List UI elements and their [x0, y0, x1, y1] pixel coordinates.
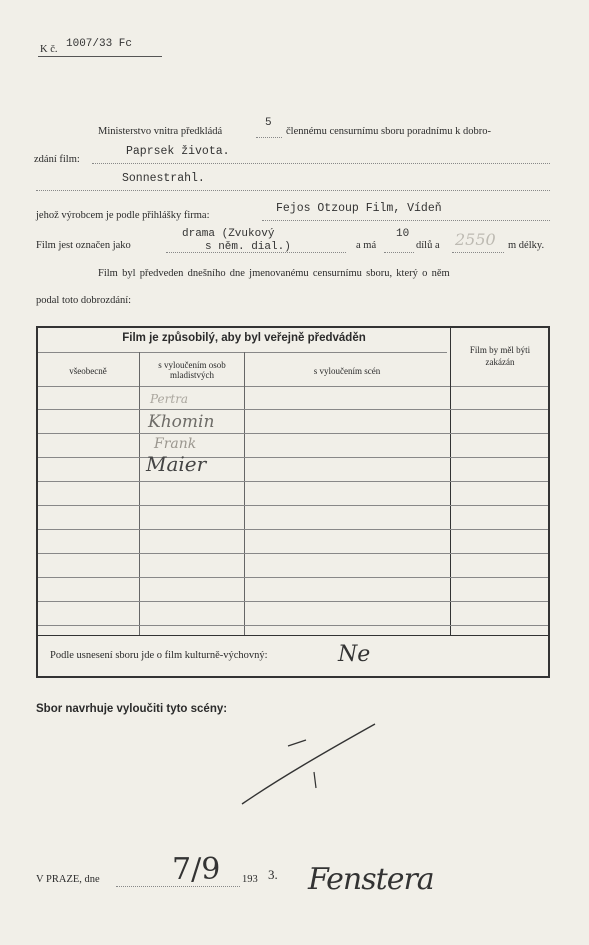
date: 7/9 [172, 852, 221, 887]
para-line2: podal toto dobrozdání: [36, 295, 132, 306]
ref-label: K č. [40, 44, 58, 55]
member-signature: Frank [154, 436, 197, 452]
genre-line2: s něm. dial.) [205, 241, 291, 253]
length-label: m délky. [508, 240, 545, 251]
col-header-youth-line2: mladistvých [170, 370, 214, 380]
cultural-label: Podle usnesení sboru jde o film kulturně-výchovný: [50, 650, 268, 661]
table-main-header: Film je způsobilý, aby byl veřejně předváděn [122, 332, 366, 344]
scenes-label: Sbor navrhuje vyloučiti tyto scény: [36, 703, 228, 715]
producer-label: jehož výrobcem je podle přihlášky firma: [36, 210, 210, 221]
has-label: a má [356, 240, 377, 251]
col-divider-2 [244, 352, 245, 636]
member-signature: Pertra [150, 392, 189, 406]
year-label: 193 [242, 874, 258, 885]
subheader-divider [38, 386, 548, 387]
film-title: Paprsek života. [126, 145, 230, 158]
col-header-banned-line2: zakázán [485, 357, 515, 367]
row-line [38, 505, 548, 506]
reels-count: 10 [396, 228, 410, 240]
ref-underline [38, 56, 162, 57]
col-divider-1 [139, 352, 140, 636]
producer-name: Fejos Otzoup Film, Vídeň [276, 202, 442, 215]
col-header-banned [450, 344, 550, 368]
film-length: 2550 [455, 230, 496, 249]
year-digit: 3. [268, 867, 278, 882]
film-title-original: Sonnestrahl. [122, 172, 205, 185]
producer-dotline [262, 220, 550, 221]
members-count: 5 [265, 117, 272, 129]
para-line1: Film byl předveden dnešního dne jmenovanému censurnímu sboru, který o něm [98, 268, 450, 279]
reels-label: dílů a [416, 240, 440, 251]
genre-dotline [166, 252, 346, 253]
marked-label: Film jest označen jako [36, 240, 131, 251]
header-divider [38, 352, 447, 353]
row-line [38, 457, 548, 458]
place-label: V PRAZE, dne [36, 874, 100, 885]
table-footer-row [38, 635, 548, 676]
film-title-dotline [92, 163, 550, 164]
row-line [38, 409, 548, 410]
row-line [38, 601, 548, 602]
film-title-dotline-2 [36, 190, 550, 191]
row-line [38, 553, 548, 554]
chair-signature: Fenstera [308, 862, 434, 897]
members-dotline [256, 137, 282, 138]
assessment-table [36, 326, 550, 678]
col-header-scenes: s vyloučením scén [313, 366, 381, 376]
intro-line1-start: Ministerstvo vnitra předkládá [98, 126, 223, 137]
reels-dotline [384, 252, 414, 253]
member-signature: Maier [146, 452, 207, 476]
row-line [38, 625, 548, 626]
scenes-cross-out-mark [230, 716, 390, 816]
col-header-youth [140, 360, 244, 380]
cultural-value: Ne [338, 642, 371, 667]
row-line [38, 481, 548, 482]
row-line [38, 577, 548, 578]
col-divider-3 [450, 328, 451, 636]
member-signature: Khomin [148, 412, 215, 432]
col-header-banned-line1: Film by měl býti [469, 345, 531, 355]
col-header-general: všeobecně [69, 366, 107, 376]
row-line [38, 529, 548, 530]
intro-line1-end: člennému censurnímu sboru poradnímu k dobro- [286, 126, 491, 137]
film-label: zdání film: [34, 154, 80, 165]
row-line [38, 433, 548, 434]
length-dotline [452, 252, 504, 253]
ref-number: 1007/33 Fc [66, 38, 133, 50]
genre: drama (Zvukový [182, 228, 275, 240]
col-header-youth-line1: s vyloučením osob [158, 360, 226, 370]
